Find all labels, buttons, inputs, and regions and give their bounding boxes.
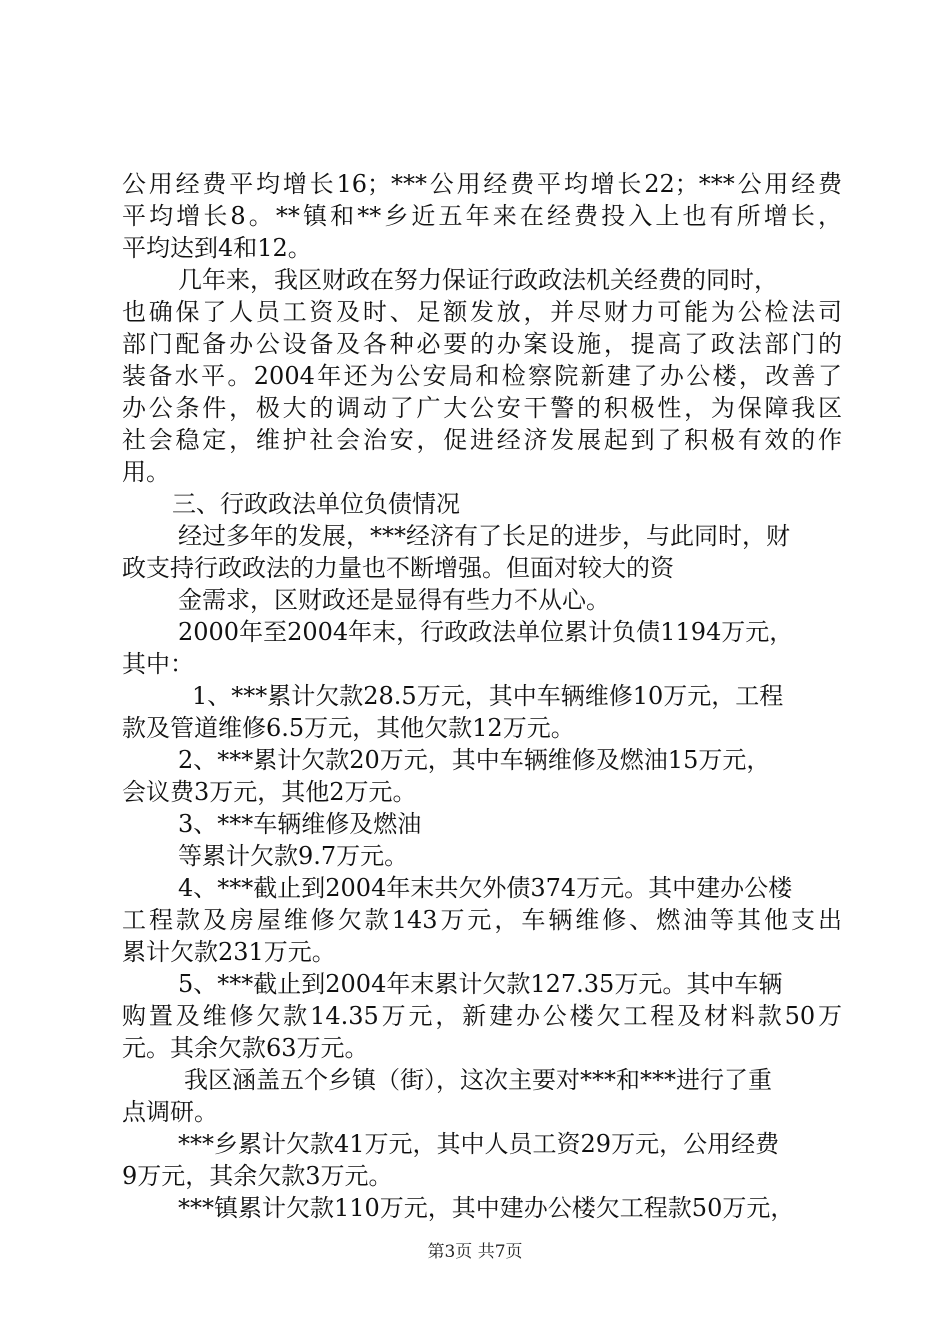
text-line: 工程款及房屋维修欠款143万元，车辆维修、燃油等其他支出 <box>122 906 842 934</box>
text-line: ***乡累计欠款41万元，其中人员工资29万元，公用经费 <box>178 1130 780 1158</box>
text-line: 1、***累计欠款28.5万元，其中车辆维修10万元，工程 <box>192 682 784 710</box>
text-line: 政支持行政政法的力量也不断增强。但面对较大的资 <box>122 554 674 582</box>
text-line: 4、***截止到2004年末共欠外债374万元。其中建办公楼 <box>178 874 793 902</box>
section-heading: 三、行政政法单位负债情况 <box>172 490 460 518</box>
text-line: 也确保了人员工资及时、足额发放，并尽财力可能为公检法司 <box>122 298 842 326</box>
text-line: 2、***累计欠款20万元，其中车辆维修及燃油15万元， <box>178 746 771 774</box>
text-line: 5、***截止到2004年末累计欠款127.35万元。其中车辆 <box>178 970 783 998</box>
text-line: 其中： <box>122 650 194 678</box>
text-line: 金需求，区财政还是显得有些力不从心。 <box>178 586 610 614</box>
text-line: 平均达到4和12。 <box>122 234 312 262</box>
text-line: 部门配备办公设备及各种必要的办案设施，提高了政法部门的 <box>122 330 842 358</box>
text-line: ***镇累计欠款110万元，其中建办公楼欠工程款50万元， <box>178 1194 795 1222</box>
text-line: 经过多年的发展，***经济有了长足的进步，与此同时，财 <box>178 522 790 550</box>
text-line: 平均增长8。**镇和**乡近五年来在经费投入上也有所增长， <box>122 202 842 230</box>
text-line: 装备水平。2004年还为公安局和检察院新建了办公楼，改善了 <box>122 362 842 390</box>
text-line: 办公条件，极大的调动了广大公安干警的积极性，为保障我区 <box>122 394 842 422</box>
text-line: 会议费3万元，其他2万元。 <box>122 778 417 806</box>
text-line: 点调研。 <box>122 1098 218 1126</box>
text-line: 等累计欠款9.7万元。 <box>178 842 409 870</box>
text-line: 社会稳定，维护社会治安，促进经济发展起到了积极有效的作 <box>122 426 842 454</box>
text-line: 公用经费平均增长16；***公用经费平均增长22；***公用经费 <box>122 170 842 198</box>
text-line: 我区涵盖五个乡镇（街），这次主要对***和***进行了重 <box>184 1066 772 1094</box>
text-line: 用。 <box>122 458 170 486</box>
text-line: 累计欠款231万元。 <box>122 938 336 966</box>
text-line: 几年来，我区财政在努力保证行政政法机关经费的同时， <box>178 266 778 294</box>
page-number-footer: 第3页 共7页 <box>427 1242 523 1262</box>
text-line: 2000年至2004年末，行政政法单位累计负债1194万元， <box>178 618 794 646</box>
text-line: 购置及维修欠款14.35万元，新建办公楼欠工程及材料款50万 <box>122 1002 842 1030</box>
text-line: 9万元，其余欠款3万元。 <box>122 1162 393 1190</box>
text-line: 3、***车辆维修及燃油 <box>178 810 422 838</box>
text-line: 款及管道维修6.5万元，其他欠款12万元。 <box>122 714 575 742</box>
text-line: 元。其余欠款63万元。 <box>122 1034 369 1062</box>
